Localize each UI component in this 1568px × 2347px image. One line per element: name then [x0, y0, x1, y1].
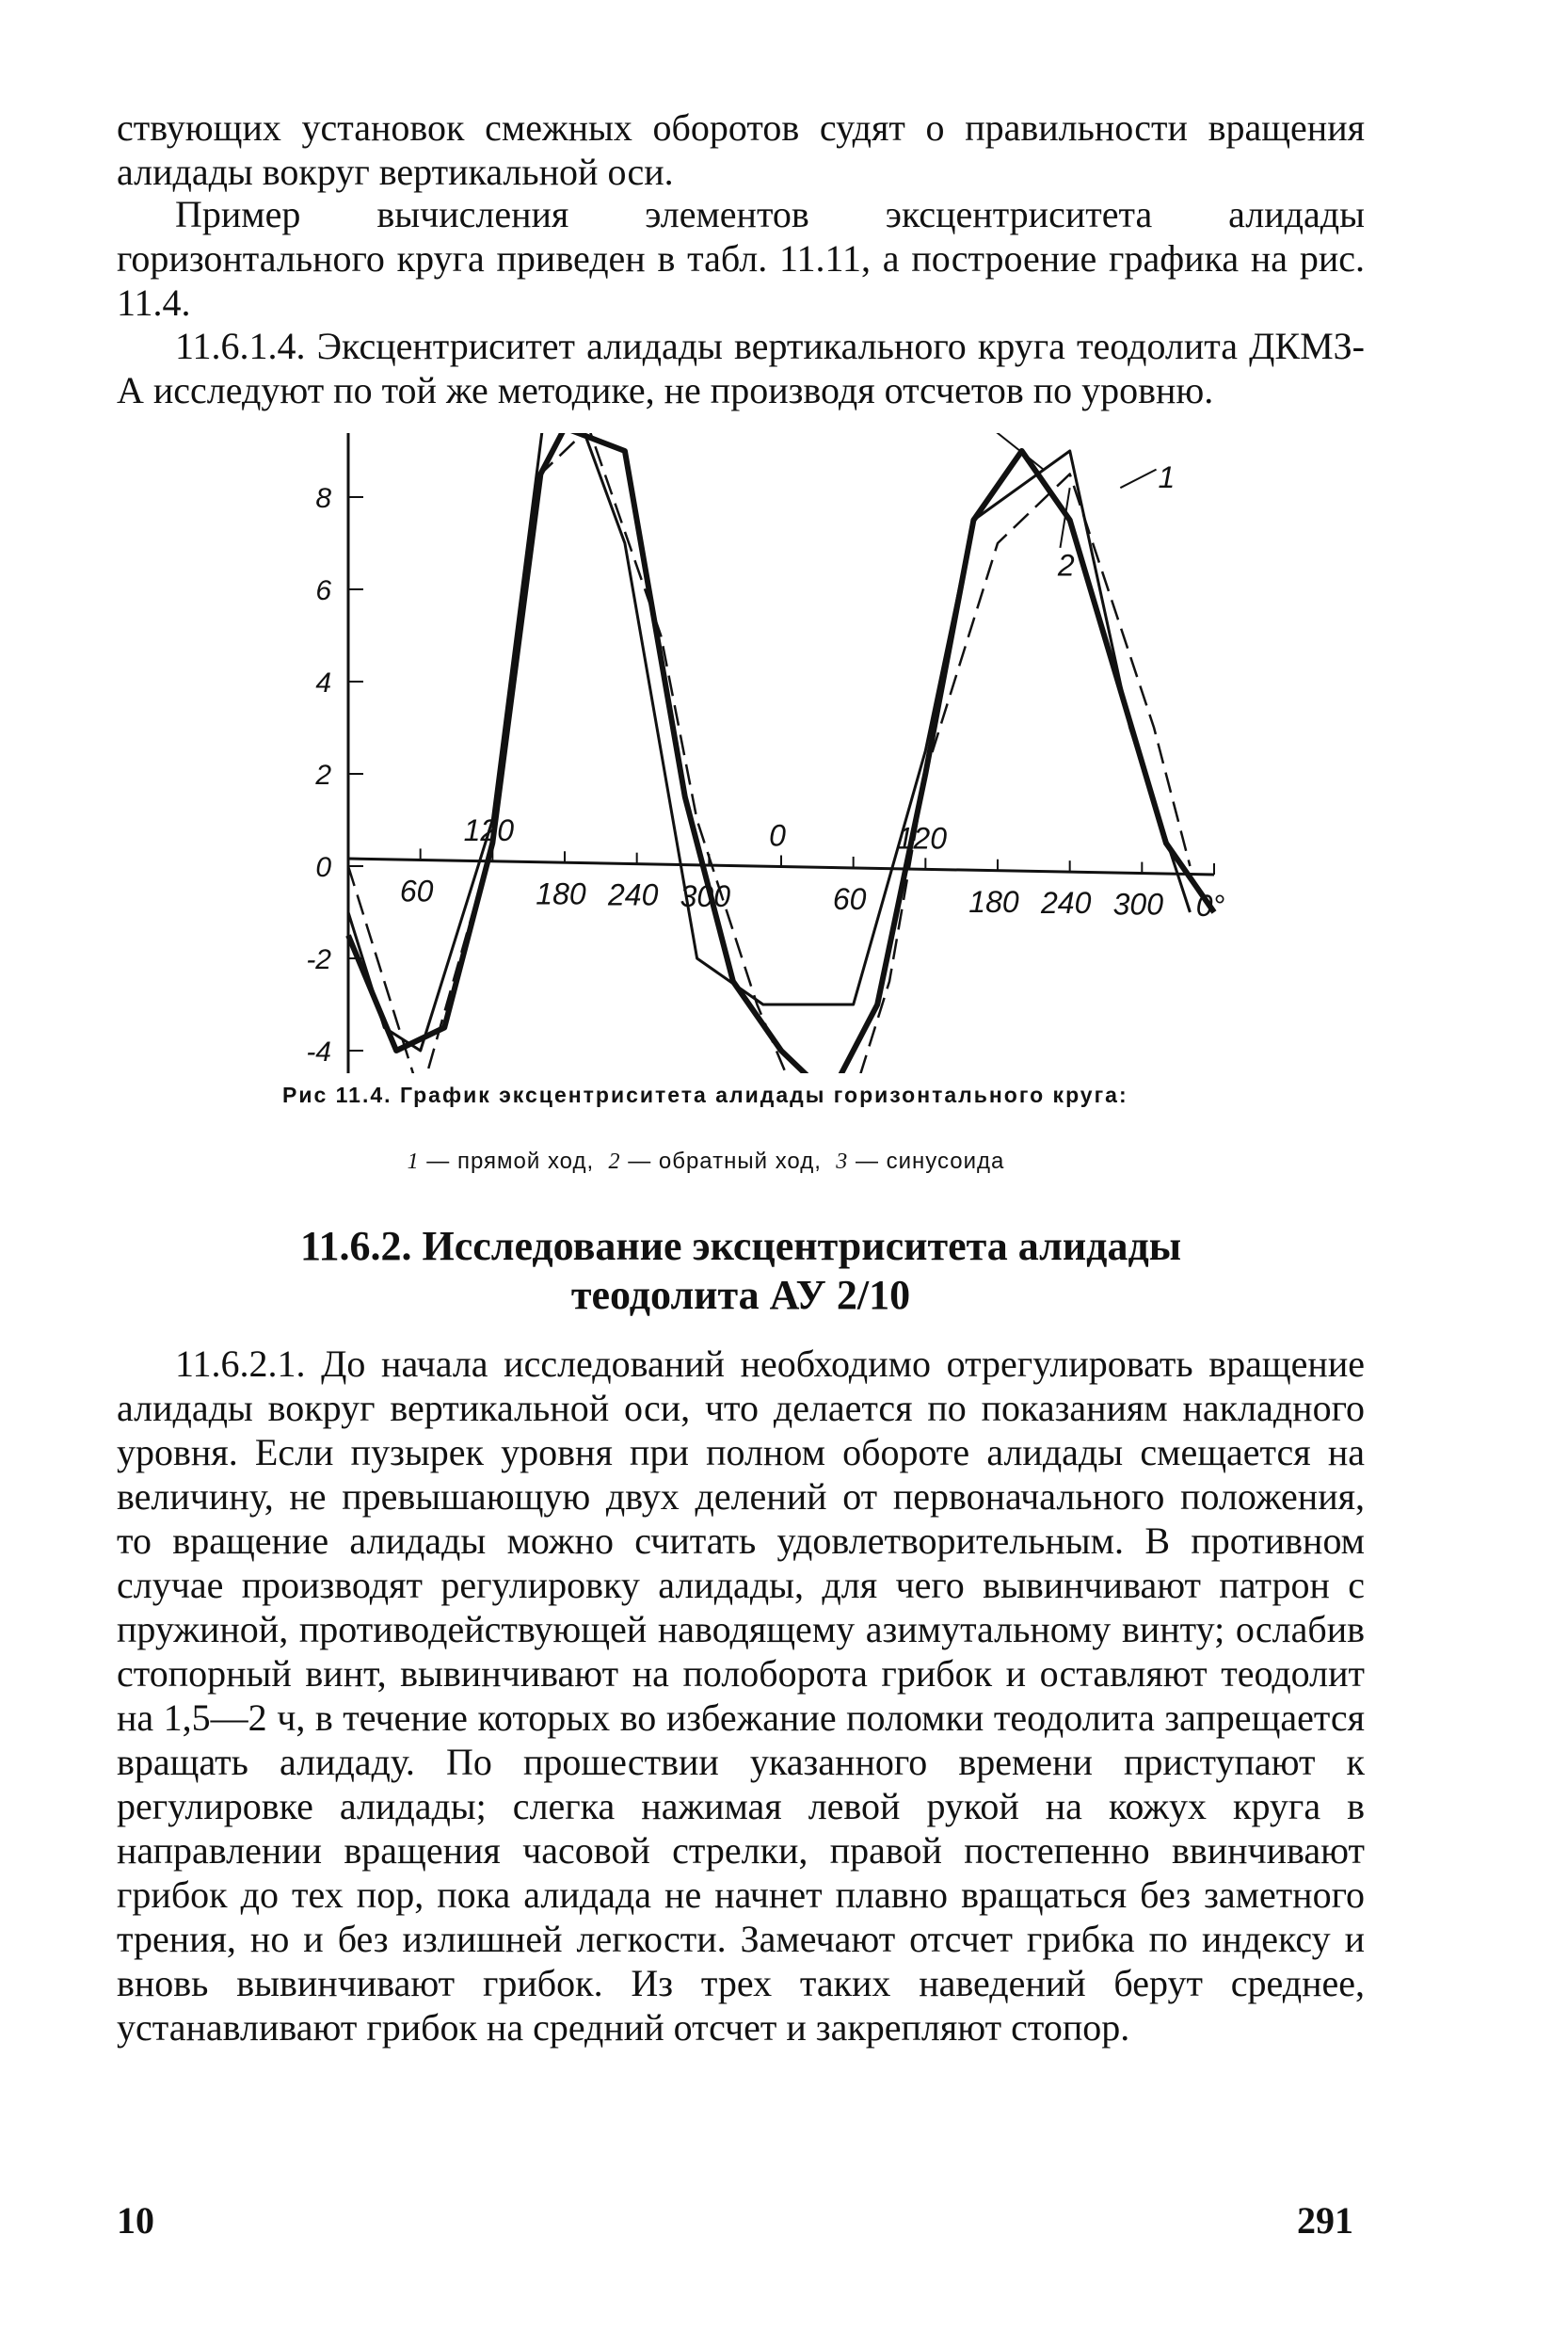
figure-legend: [282, 1149, 1129, 1175]
x-tick-label: 300: [680, 879, 731, 914]
legend-text-2: — обратный ход,: [628, 1149, 822, 1174]
y-tick-label: 4: [315, 667, 331, 699]
figure-caption: Рис 11.4. График эксцентриситета алидады горизонтального круга:: [282, 1083, 1128, 1107]
x-tick-label: 0: [769, 818, 786, 853]
chart-ticks: [290, 433, 1225, 1073]
section-heading: [117, 1222, 1365, 1320]
y-tick-label: 6: [315, 575, 331, 606]
curve-label-2: 2: [1057, 548, 1075, 583]
section-title-line2: теодолита АУ 2/10: [570, 1272, 911, 1318]
paragraph-continuation: ствующих установок смежных оборотов судят о правильности вращения алидады вокруг вертикальной оси.: [117, 106, 1365, 193]
y-tick-label: 8: [315, 483, 331, 514]
y-tick-label: -4: [306, 1037, 331, 1068]
chart-axes: [348, 433, 1214, 1073]
x-tick-label: 180: [536, 876, 586, 911]
x-tick-label: 240: [607, 877, 659, 912]
footer-signature-mark: 10: [117, 2199, 154, 2242]
x-tick-label: 60: [399, 874, 434, 908]
chart-curves: [348, 433, 1214, 1073]
paragraph-example: Пример вычисления элементов эксцентриситета алидады горизонтального круга приведен в табл. 11.11, а построение графика на рис. 11.4.: [117, 193, 1365, 324]
x-tick-label: 0°: [1195, 889, 1225, 923]
legend-text-1: — прямой ход,: [426, 1149, 595, 1174]
y-tick-label: -2: [306, 944, 331, 975]
page-number: 291: [1297, 2199, 1353, 2242]
x-tick-label: 240: [1040, 886, 1092, 921]
curve-label-1: 1: [1158, 460, 1176, 495]
paragraph-11-6-2-1: 11.6.2.1. До начала исследований необходимо отрегулировать вращение алидады вокруг вертикальной оси, что делается по показаниям накладного уровня. Если пузырек уровня при полном обороте алидады смещается на величину, не превышающую двух делений от первоначального положения, то вращение алидады можно считать удовлетворительным. В противном случае производят регулировку алидады, для чего вывинчивают патрон с пружиной, противодействующей наводящему азимутальному винту; ослабив стопорный винт, вывинчивают на полоборота грибок и оставляют теодолит на 1,5—2 ч, в течение которых во избежание поломки теодолита запрещается вращать алидаду. По прошествии указанного времени приступают к регулировке алидады; слегка нажимая левой рукой на кожух круга в направлении вращения часовой стрелки, правой постепенно ввинчивают грибок до тех пор, пока алидада не начнет плавно вращаться без заметного трения, но и без излишней легкости. Замечают отсчет грибка по индексу и вновь вывинчивают грибок. Из трех таких наведений берут среднее, устанавливают грибок на средний отсчет и закрепляют стопор.: [117, 1342, 1365, 2049]
curve-label-1-leader: [1120, 470, 1156, 489]
section-title-line1: 11.6.2. Исследование эксцентриситета алидады: [299, 1223, 1182, 1269]
eccentricity-chart: [273, 433, 1289, 1073]
paragraph-11-6-1-4: 11.6.1.4. Эксцентриситет алидады вертикального круга теодолита ДКМЗ-А исследуют по той же методике, не производя отсчетов по уровню.: [117, 325, 1365, 411]
series-3-line: [348, 433, 1214, 1073]
legend-num-1: 1: [407, 1149, 420, 1174]
legend-text-3: — синусоида: [855, 1149, 1005, 1174]
y-tick-label: 0: [315, 852, 331, 883]
x-tick-label: 180: [968, 884, 1019, 919]
y-tick-label: 2: [315, 760, 331, 791]
chart-annotations: [410, 433, 1175, 1073]
x-tick-label: 120: [896, 821, 948, 856]
x-tick-label: 300: [1112, 887, 1164, 922]
legend-num-2: 2: [608, 1149, 621, 1174]
x-tick-label: 120: [463, 812, 515, 847]
legend-num-3: 3: [836, 1149, 849, 1174]
x-tick-label: 60: [832, 881, 867, 916]
